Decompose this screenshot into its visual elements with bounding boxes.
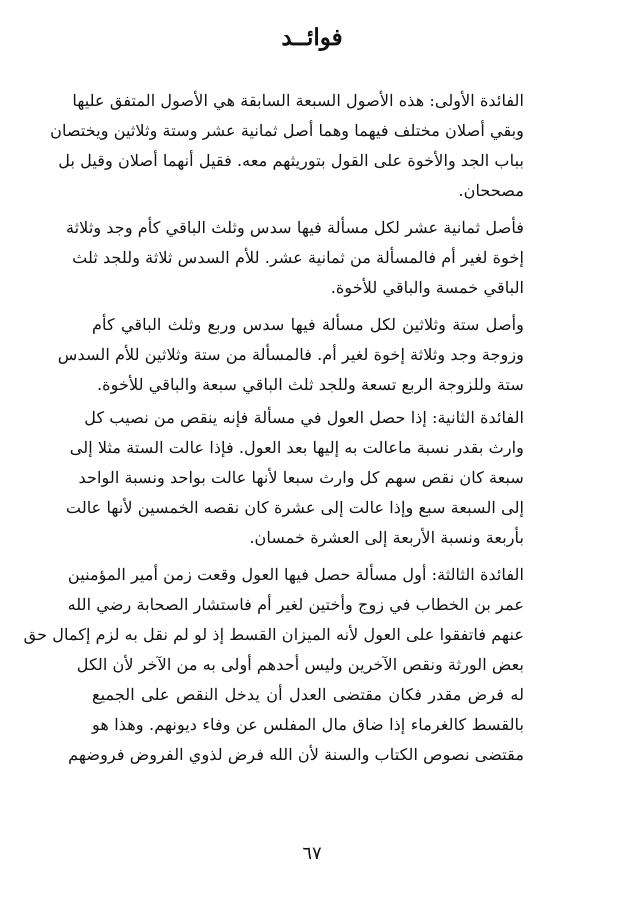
text-line: الفائدة الثالثة: أول مسألة حصل فيها العول وقعت زمن أمير المؤمنين — [67, 565, 524, 584]
text-line: عمر بن الخطاب في زوج وأختين لغير أم فاستشار الصحابة رضي الله — [67, 595, 524, 614]
text-line: وبقي أصلان مختلف فيهما وهما أصل ثمانية عشر وستة وثلاثين ويختصان — [50, 121, 524, 140]
paragraph-faida-3 — [23, 560, 524, 770]
text-line: سبعة كان نقص سهم كل وارث سبعا لأنها عالت بواحد ونسبة الواحد — [78, 468, 524, 487]
text-line: بالقسط كالغرماء إذا ضاق مال المفلس عن وفاء ديونهم. وهذا هو — [92, 715, 524, 734]
paragraph-faida-2 — [65, 403, 524, 553]
text-line: بأربعة ونسبة الأربعة إلى العشرة خمسان. — [249, 528, 524, 547]
text-line: مصححان. — [458, 181, 524, 200]
page-body — [23, 86, 524, 770]
text-line: بعض الورثة ونقص الآخرين وليس أحدهم أولى به من الآخر لأن الكل — [76, 655, 524, 674]
text-line: وأصل ستة وثلاثين لكل مسألة فيها سدس وربع وثلث الباقي كأم — [92, 315, 524, 334]
text-line: مقتضى نصوص الكتاب والسنة لأن الله فرض لذوي الفروض فروضهم — [68, 745, 524, 764]
text-line: ستة وللزوجة الربع تسعة وللجد ثلث الباقي سبعة والباقي للأخوة. — [96, 375, 524, 394]
text-line: إلى السبعة سبع وإذا عالت إلى عشرة كان نقصه الخمسين لأنها عالت — [65, 498, 524, 517]
text-line: وزوجة وجد وثلاثة إخوة لغير أم. فالمسألة من ستة وثلاثين للأم السدس — [57, 345, 524, 364]
text-line: عنهم فاتفقوا على العول لأنه الميزان القسط إذ لو لم نقل به لزم إكمال حق — [23, 625, 524, 644]
text-line: الفائدة الثانية: إذا حصل العول في مسألة فإنه ينقص من نصيب كل — [84, 408, 524, 427]
page-number: ٦٧ — [302, 843, 322, 864]
text-line: وارث بقدر نسبة ماعالت به إليها بعد العول. فإذا عالت الستة مثلا إلى — [69, 438, 524, 457]
text-line: فأصل ثمانية عشر لكل مسألة فيها سدس وثلث الباقي كأم وجد وثلاثة — [66, 218, 524, 237]
text-line: له فرض مقدر فكان مقتضى العدل أن يدخل النقص على الجميع — [92, 685, 524, 704]
text-line: الباقي خمسة والباقي للأخوة. — [330, 278, 524, 297]
paragraph-asl-18 — [66, 213, 524, 303]
paragraph-faida-1 — [50, 86, 524, 206]
text-line: بباب الجد والأخوة على القول بتوريثهم معه. فقيل أنهما أصلان وقيل بل — [58, 151, 524, 170]
page-heading: فوائــد — [281, 24, 343, 51]
paragraph-asl-36 — [57, 310, 524, 400]
text-line: الفائدة الأولى: هذه الأصول السبعة السابقة هي الأصول المتفق عليها — [72, 91, 524, 110]
text-line: إخوة لغير أم فالمسألة من ثمانية عشر. للأم السدس ثلاثة وللجد ثلث — [72, 248, 524, 267]
